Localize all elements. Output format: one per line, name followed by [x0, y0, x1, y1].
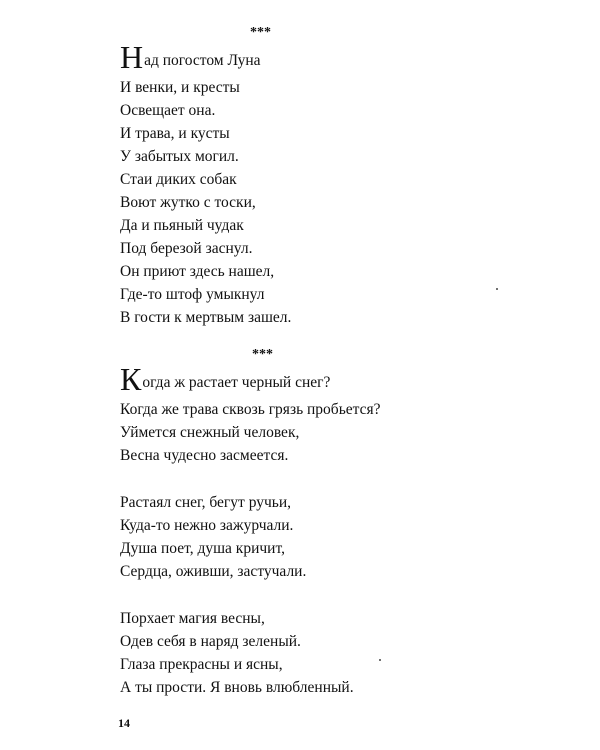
section-separator: ***	[252, 347, 273, 362]
drop-cap: К	[120, 361, 142, 397]
poem-line: А ты прости. Я вновь влюбленный.	[120, 679, 354, 696]
poem-line: Под березой заснул.	[120, 240, 253, 257]
print-speck	[379, 659, 381, 661]
poem-line: Одев себя в наряд зеленый.	[120, 633, 301, 650]
poem-line: Порхает магия весны,	[120, 610, 265, 627]
poem-black-snow	[120, 348, 540, 699]
poem-line: Когда же трава сквозь грязь пробьется?	[120, 401, 381, 418]
print-speck	[496, 288, 498, 290]
section-separator: ***	[250, 25, 271, 40]
poem-line: В гости к мертвым зашел.	[120, 309, 292, 326]
poem-line: Освещает она.	[120, 102, 216, 119]
poem-line: Куда-то нежно зажурчали.	[120, 517, 294, 534]
poem-line: Стаи диких собак	[120, 171, 237, 188]
poem-line: Глаза прекрасны и ясны,	[120, 656, 283, 673]
stanza-gap	[120, 467, 540, 491]
poem-graveyard	[120, 26, 540, 329]
poem-line: И венки, и кресты	[120, 79, 240, 96]
drop-cap: Н	[120, 39, 144, 75]
poem-first-line	[120, 361, 540, 398]
poem-first-line	[120, 39, 540, 76]
stanza-gap	[120, 583, 540, 607]
poem-line: Где-то штоф умыкнул	[120, 286, 265, 303]
poem-line: Сердца, оживши, застучали.	[120, 563, 307, 580]
poem-line: Растаял снег, бегут ручьи,	[120, 494, 292, 511]
poem-line: Он приют здесь нашел,	[120, 263, 275, 280]
poem-line: И трава, и кусты	[120, 125, 230, 142]
poem-line: Весна чудесно засмеется.	[120, 447, 289, 464]
first-line-text: ад погостом Луна	[144, 52, 261, 69]
poem-line: Уймется снежный человек,	[120, 424, 300, 441]
poem-line: Воют жутко с тоски,	[120, 194, 256, 211]
page-number: 14	[118, 716, 130, 730]
first-line-text: огда ж растает черный снег?	[142, 374, 331, 391]
poem-line: У забытых могил.	[120, 148, 239, 165]
poem-line: Душа поет, душа кричит,	[120, 540, 285, 557]
poem-line: Да и пьяный чудак	[120, 217, 244, 234]
